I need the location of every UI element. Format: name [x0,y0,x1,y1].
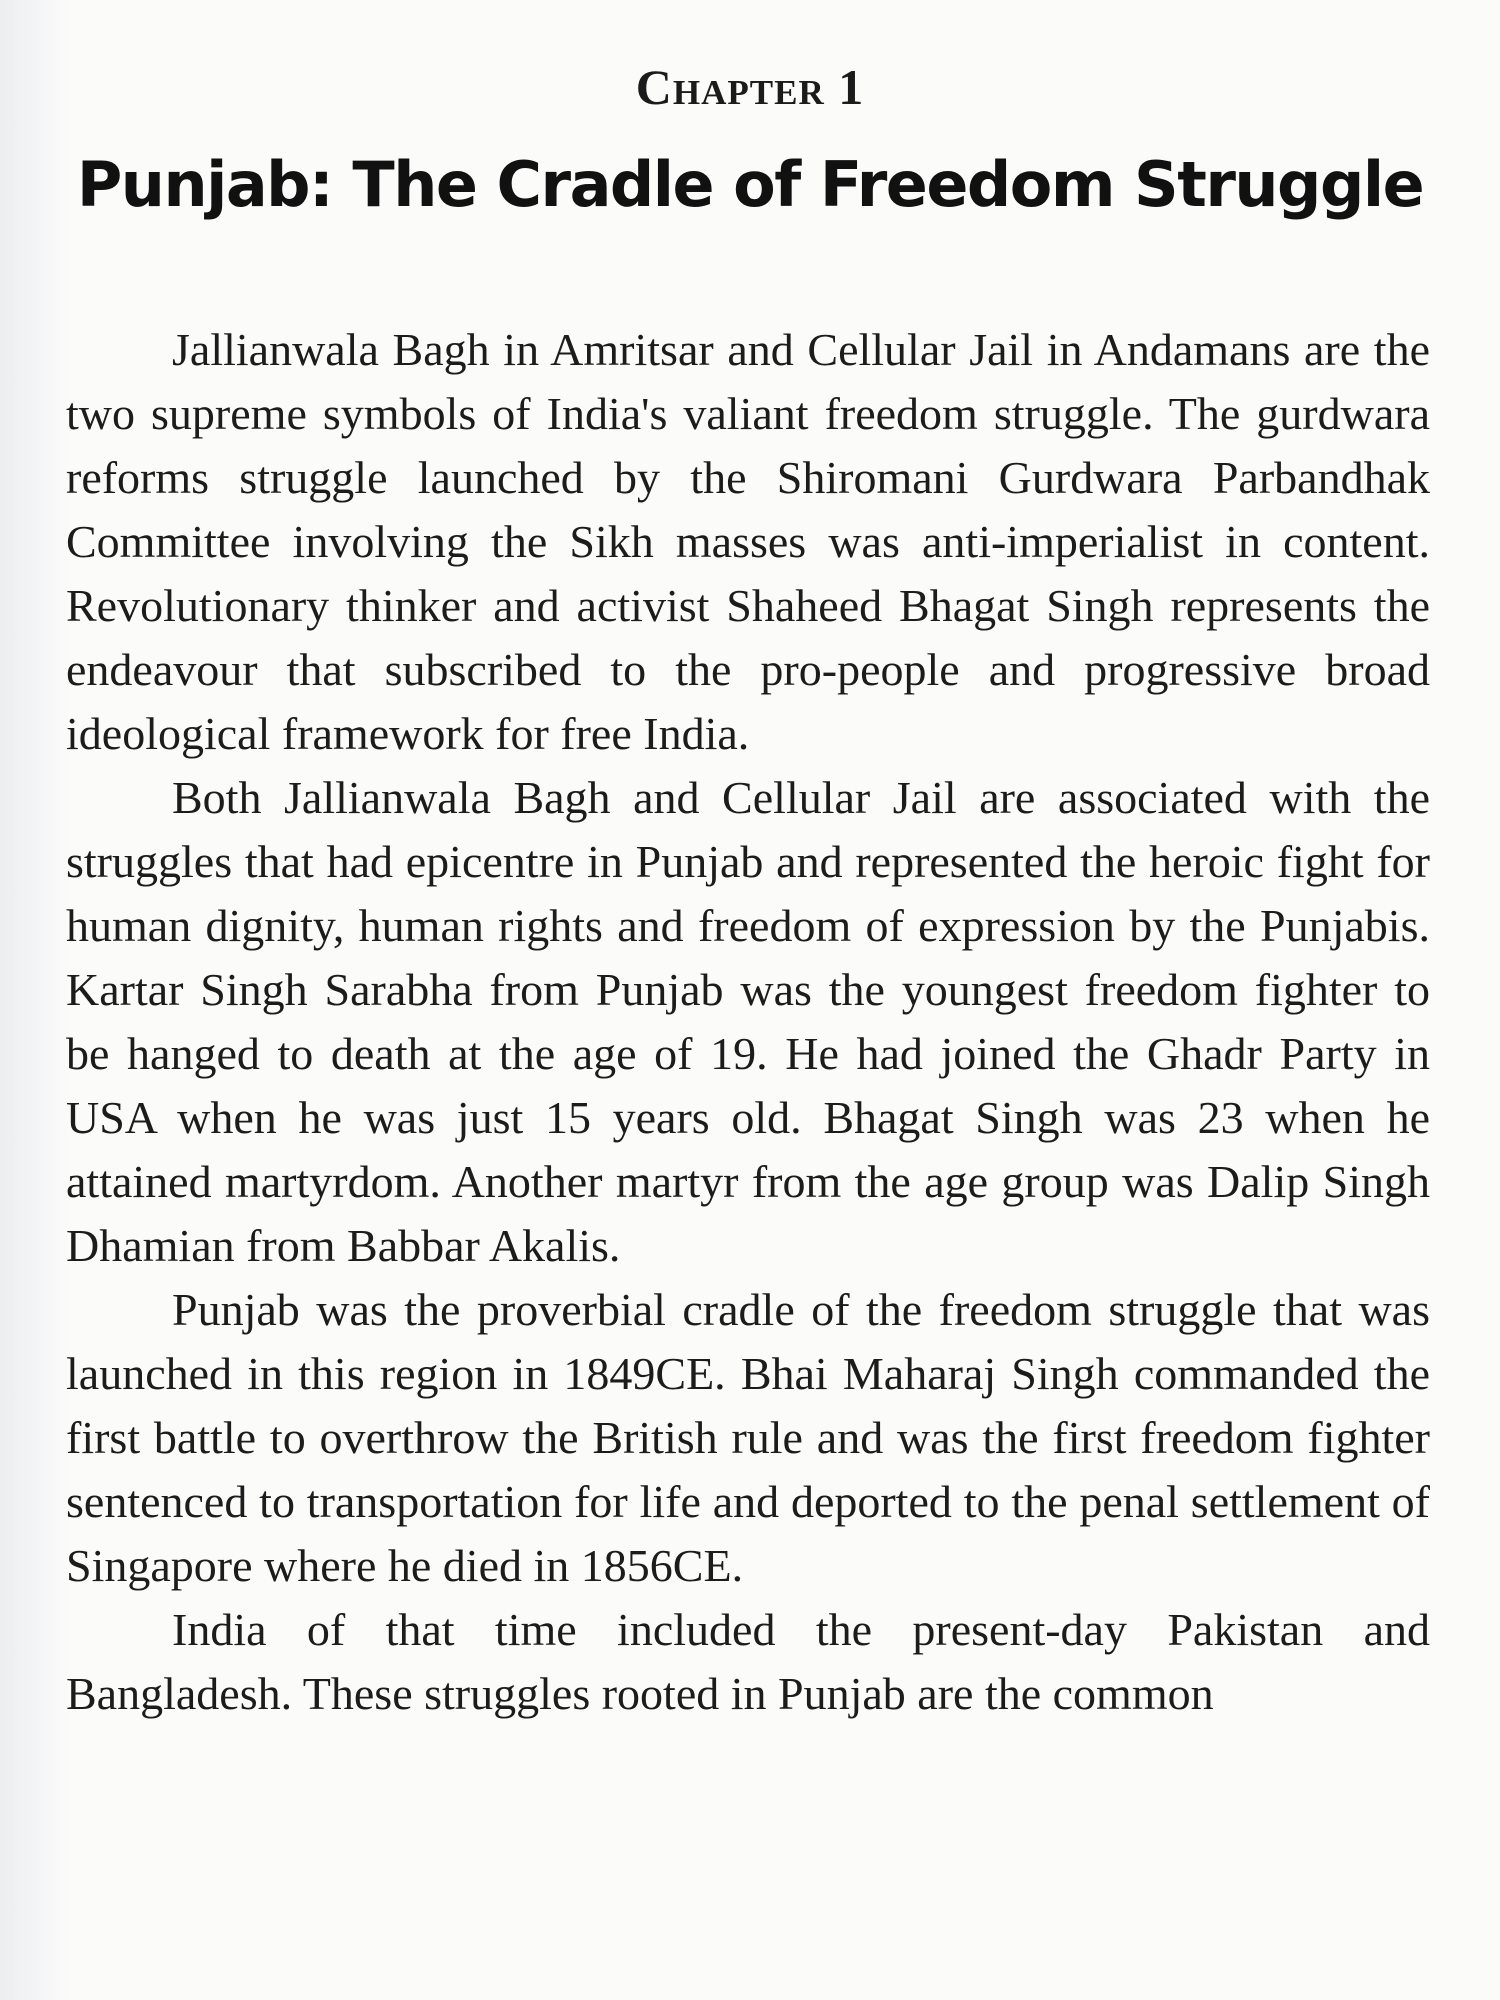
chapter-title: Punjab: The Cradle of Freedom Struggle [76,148,1424,221]
facing-page-bleed [0,0,70,2000]
chapter-label: Chapter 1 [635,59,865,115]
paragraph: India of that time included the present-day Pakistan and Bangladesh. These struggles rooted in Punjab are the common [66,1604,1430,1719]
chapter-body [66,318,1430,1726]
paragraph: Punjab was the proverbial cradle of the freedom struggle that was launched in this region in 1849CE. Bhai Maharaj Singh commanded the first battle to overthrow the British rule and was the first freedom fighter sentenced to transportation for life and deported to the penal settlement of Singapore where he died in 1856CE. [66,1284,1430,1591]
paragraph: Both Jallianwala Bagh and Cellular Jail are associated with the struggles that had epicentre in Punjab and represented the heroic fight for human dignity, human rights and freedom of expression by the Punjabis. Kartar Singh Sarabha from Punjab was the youngest freedom fighter to be hanged to death at the age of 19. He had joined the Ghadr Party in USA when he was just 15 years old. Bhagat Singh was 23 when he attained martyrdom. Another martyr from the age group was Dalip Singh Dhamian from Babbar Akalis. [66,772,1430,1271]
paragraph: Jallianwala Bagh in Amritsar and Cellular Jail in Andamans are the two supreme symbols of India's valiant freedom struggle. The gurdwara reforms struggle launched by the Shiromani Gurdwara Parbandhak Committee involving the Sikh masses was anti-imperialist in content. Revolutionary thinker and activist Shaheed Bhagat Singh represents the endeavour that subscribed to the pro-people and progressive broad ideological framework for free India. [66,324,1430,759]
